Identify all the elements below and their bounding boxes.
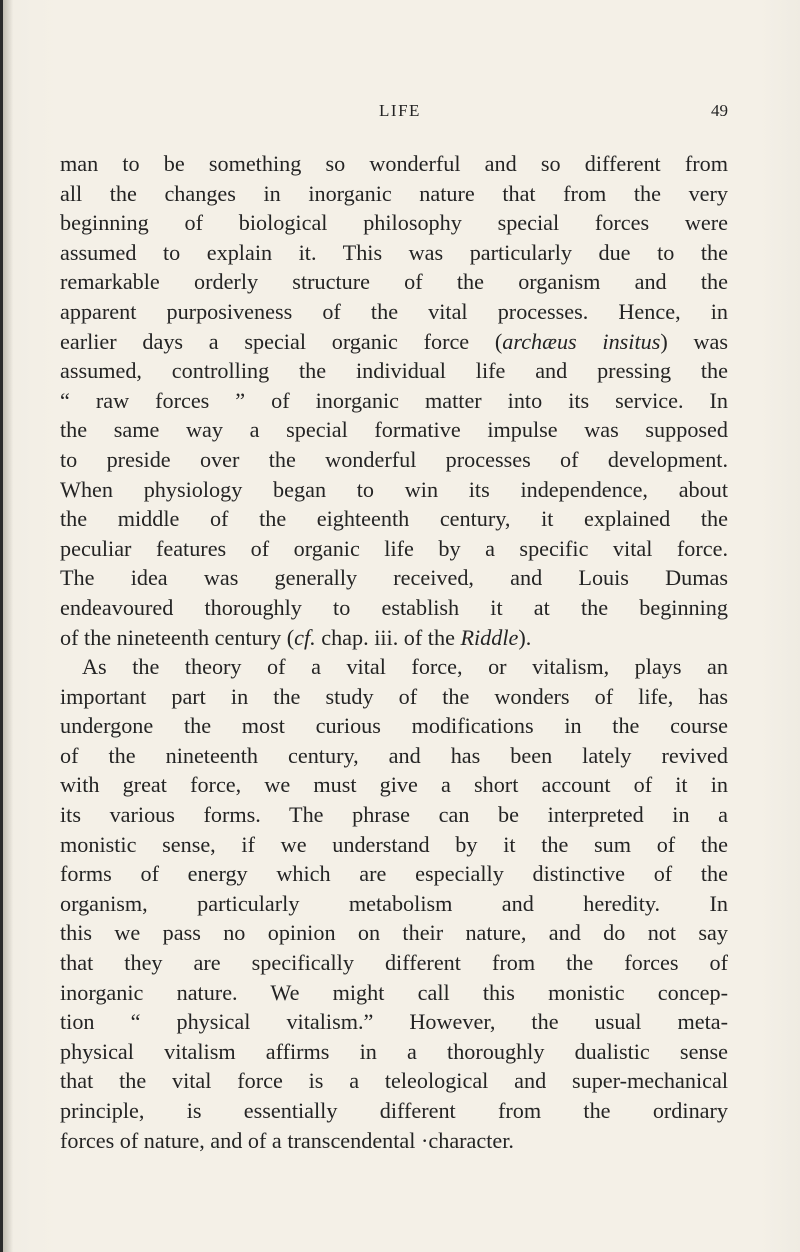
- text-line: man to be something so wonderful and so different from: [60, 151, 728, 176]
- text-line: all the changes in inorganic nature that from the very: [60, 180, 728, 206]
- text-line: assumed, controlling the individual life and pressing the: [60, 358, 728, 384]
- text-line: to preside over the wonderful processes of development.: [60, 446, 728, 472]
- binding-shadow: [3, 0, 13, 1252]
- text-line: The idea was generally received, and Louis Dumas: [60, 565, 728, 591]
- text-line: earlier days a special organic force (archæus insitus) was: [60, 328, 728, 354]
- text-line: apparent purposiveness of the vital processes. Hence, in: [60, 298, 728, 324]
- running-title: LIFE: [379, 101, 421, 120]
- text-line: its various forms. The phrase can be interpreted in a: [60, 802, 728, 828]
- text-line: tion “ physical vitalism.” However, the usual meta-: [60, 1009, 728, 1035]
- text-line: principle, is essentially different from the ordinary: [60, 1098, 728, 1123]
- text-line: undergone the most curious modifications in the course: [60, 713, 728, 739]
- text-line: beginning of biological philosophy special forces were: [60, 210, 728, 236]
- text-line: the same way a special formative impulse was supposed: [60, 417, 728, 443]
- text-line: assumed to explain it. This was particularly due to the: [60, 239, 728, 265]
- text-line: monistic sense, if we understand by it the sum of the: [60, 831, 728, 857]
- text-line: As the theory of a vital force, or vitalism, plays an: [82, 654, 728, 680]
- text-line: forces of nature, and of a transcendental ·character.: [60, 1127, 514, 1153]
- paragraph: [60, 149, 728, 652]
- text-line: of the nineteenth century, and has been lately revived: [60, 742, 728, 768]
- italic-text: archæus insitus: [502, 328, 661, 354]
- page-header: [60, 101, 728, 127]
- page-number: 49: [711, 101, 728, 120]
- text-line: with great force, we must give a short account of it in: [60, 772, 728, 798]
- text-line: When physiology began to win its independence, about: [60, 476, 728, 502]
- text-line: physical vitalism affirms in a thoroughly dualistic sense: [60, 1038, 728, 1064]
- text-line: that the vital force is a teleological and super-mechanical: [60, 1068, 728, 1094]
- paragraph: [60, 652, 728, 1155]
- text-line: endeavoured thoroughly to establish it at the beginning: [60, 594, 728, 620]
- text-line: of the nineteenth century (cf. chap. iii. of the Riddle).: [60, 624, 532, 650]
- text-line: forms of energy which are especially distinctive of the: [60, 861, 728, 887]
- text-line: remarkable orderly structure of the organism and the: [60, 269, 728, 295]
- italic-text: Riddle: [460, 624, 519, 650]
- italic-text: cf.: [294, 624, 316, 650]
- text-line: inorganic nature. We might call this monistic concep-: [60, 979, 728, 1005]
- text-line: important part in the study of the wonders of life, has: [60, 683, 728, 709]
- text-line: the middle of the eighteenth century, it explained the: [60, 506, 728, 532]
- text-line: that they are specifically different from the forces of: [60, 950, 728, 976]
- text-line: “ raw forces ” of inorganic matter into its service. In: [60, 387, 728, 413]
- text-line: organism, particularly metabolism and heredity. In: [60, 890, 728, 916]
- body-text: [60, 149, 728, 1155]
- text-line: peculiar features of organic life by a specific vital force.: [60, 535, 728, 561]
- text-line: this we pass no opinion on their nature, and do not say: [60, 920, 728, 946]
